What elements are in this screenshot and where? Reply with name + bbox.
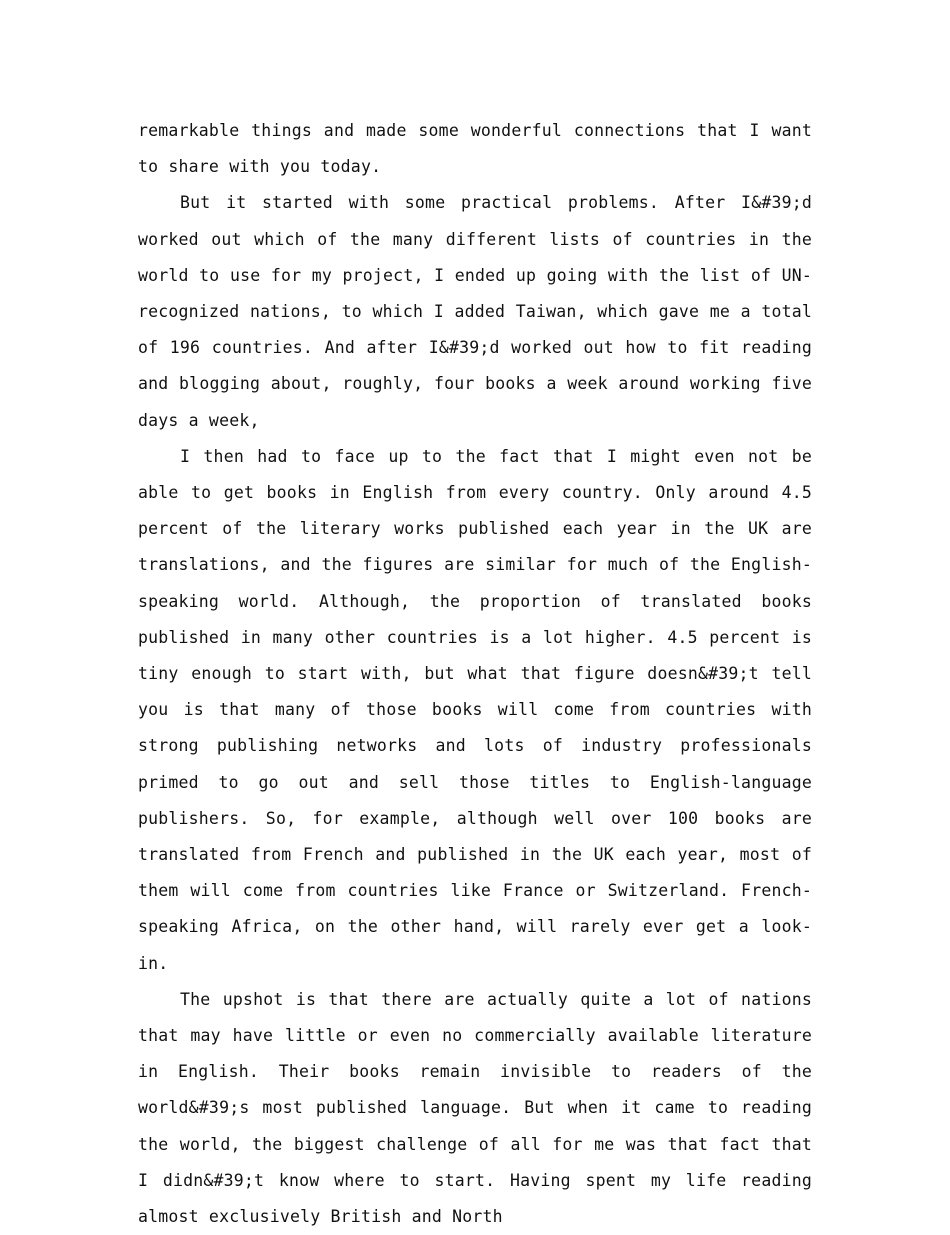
paragraph-3: I then had to face up to the fact that I might even not be able to get books in English from every country. Only around 4.5 percent of the literary works published each year in the UK are translations, and the figures are similar for much of the English-speaking world. Although, the proportion of translated books published in many other countries is a lot higher. 4.5 percent is tiny enough to start with, but what that figure doesn&#39;t tell you is that many of those books will come from countries with strong publishing networks and lots of industry professionals primed to go out and sell those titles to English-language publishers. So, for example, although well over 100 books are translated from French and published in the UK each year, most of them will come from countries like France or Switzerland. French-speaking Africa, on the other hand, will rarely ever get a look-in. [138,446,812,973]
paragraph-2: But it started with some practical problems. After I&#39;d worked out which of the many different lists of countries in the world to use for my project, I ended up going with the list of UN-recognized nations, to which I added Taiwan, which gave me a total of 196 countries. And after I&#39;d worked out how to fit reading and blogging about, roughly, four books a week around working five days a week, [138,193,812,430]
document-body [138,113,812,1235]
paragraph-4: The upshot is that there are actually quite a lot of nations that may have little or even no commercially available literature in English. Their books remain invisible to readers of the world&#39;s most published language. But when it came to reading the world, the biggest challenge of all for me was that fact that I didn&#39;t know where to start. Having spent my life reading almost exclusively British and North [138,989,812,1227]
paragraph-1: remarkable things and made some wonderful connections that I want to share with you today. [138,121,812,177]
